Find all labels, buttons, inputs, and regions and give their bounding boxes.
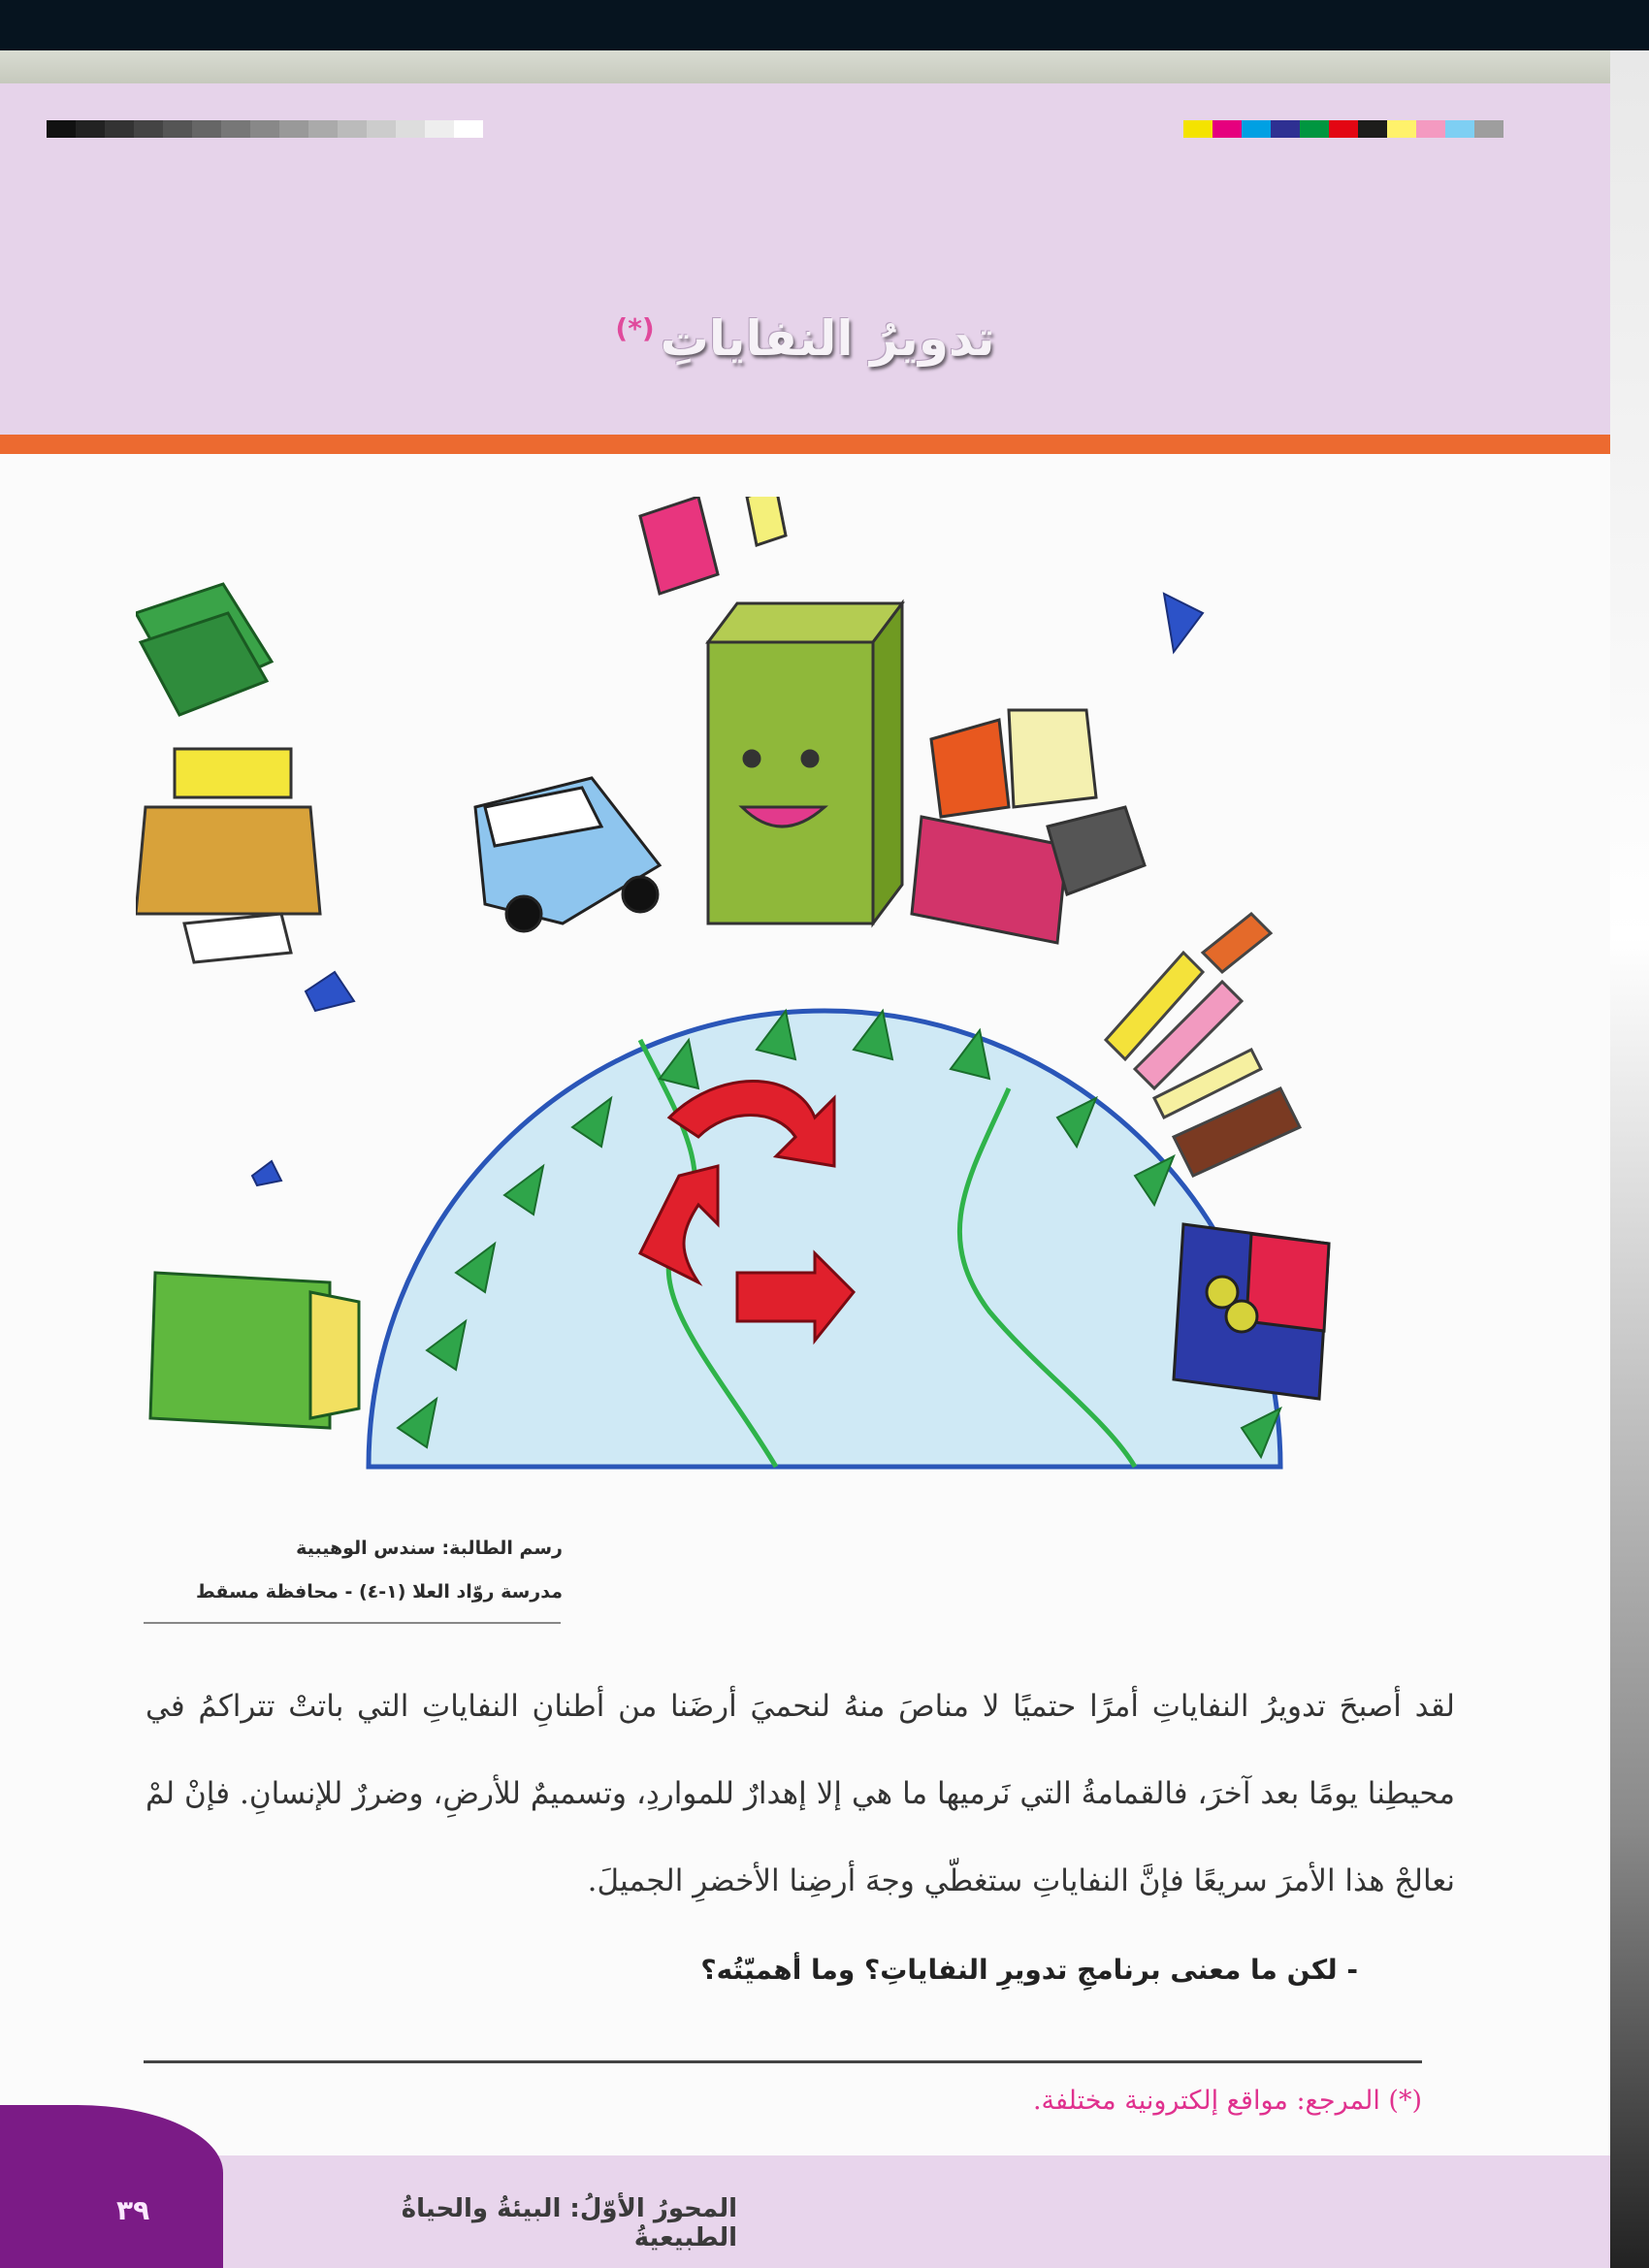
credit-school: مدرسة روّاد العلا (١-٤) - محافظة مسقط <box>196 1581 563 1603</box>
book-page <box>0 50 1610 2268</box>
footer-corner-tab <box>0 2105 223 2268</box>
title-text: تدويرُ النفاياتِ <box>660 310 995 367</box>
next-page-edge <box>1610 50 1649 2268</box>
footer-background <box>0 2155 1610 2268</box>
gray-calibration-bar <box>47 120 483 138</box>
page-top-strip <box>0 50 1610 83</box>
header-band <box>0 83 1610 435</box>
title-footnote-marker: (*) <box>615 312 655 345</box>
footnote-divider <box>144 2060 1422 2063</box>
snack-bag-right <box>1174 1224 1329 1399</box>
page-footer <box>0 2105 1610 2268</box>
discussion-question: - لكن ما معنى برنامجِ تدويرِ النفاياتِ؟ وما أهميّتُه؟ <box>700 1954 1358 1986</box>
footnote-reference: (*) المرجع: مواقع إلكترونية مختلفة. <box>1032 2086 1422 2116</box>
flying-papers <box>640 497 980 594</box>
cardboard-box-right <box>912 710 1145 943</box>
page-title <box>0 310 1610 367</box>
title-divider <box>0 435 1610 454</box>
page-number: ٣٩ <box>116 2194 150 2226</box>
newspaper-stack <box>136 584 272 715</box>
snack-bag-left <box>150 1273 359 1428</box>
color-calibration-bar <box>1183 120 1504 138</box>
chapter-title: المحورُ الأوّلُ: البيئةُ والحياةُ الطبيعيةُ <box>401 2194 737 2252</box>
truck-drawing <box>475 778 660 931</box>
illustration-credit <box>136 1527 563 1614</box>
credit-student-name: رسم الطالبة: سندس الوهيبية <box>296 1538 563 1559</box>
body-paragraph: لقد أصبحَ تدويرُ النفاياتِ أمرًا حتميًا لا مناصَ منهُ لنحميَ أرضَنا من أطنانِ النفاياتِ التي باتتْ تتراكمُ في محيطِنا يومًا بعد آخرَ، فالقمامةُ التي نَرميها ما هي إلا إهدارٌ للمواردِ، وتسميمٌ للأرضِ، وضررٌ للإنسانِ. فإنْ لمْ نعالجْ هذا الأمرَ سريعًا فإنَّ النفاياتِ ستغطّي وجهَ أرضِنا الأخضرِ الجميلَ. <box>146 1689 1455 1898</box>
credit-divider <box>144 1622 561 1624</box>
printer-drawing <box>136 749 320 962</box>
box-character <box>708 603 902 923</box>
recycling-illustration <box>136 497 1494 1486</box>
viewer-top-bar <box>0 0 1649 50</box>
